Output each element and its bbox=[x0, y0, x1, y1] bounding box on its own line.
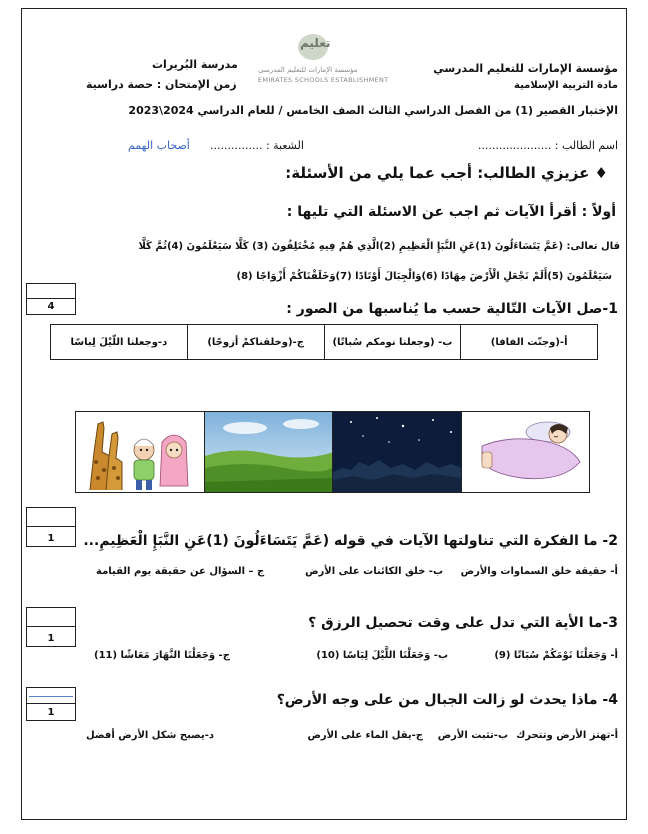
sleeping-child-picture[interactable] bbox=[461, 412, 590, 492]
q1-pictures bbox=[75, 411, 590, 493]
q2-score: 1 bbox=[47, 533, 55, 544]
q4-option-d[interactable]: د-يصبح شكل الأرض أفضل bbox=[86, 730, 215, 741]
greeting: ♦ عزيزي الطالب: أجب عما يلي من الأسئلة: bbox=[285, 164, 608, 182]
q1-option-d[interactable]: د-وجعلنا اللّيْلَ لِباسًا bbox=[70, 336, 168, 348]
section-field[interactable]: الشعبة : ............... bbox=[210, 139, 304, 152]
student-name-field[interactable]: اسم الطالب : ..................... bbox=[477, 139, 618, 152]
q1-option-b[interactable]: ب- (وجعلنا نومكم سُباتًا) bbox=[324, 325, 461, 359]
q4-option-b[interactable]: ب-تثبت الأرض bbox=[437, 730, 508, 741]
group-label: أصحاب الهمم bbox=[128, 139, 190, 152]
q1-option-a[interactable]: أ-(وجنّت الفافا) bbox=[460, 325, 597, 359]
q4-title: 4- ماذا يحدث لو زالت الجبال من على وجه الأرض؟ bbox=[276, 692, 618, 708]
q4-option-c[interactable]: ج-يقل الماء على الأرض bbox=[307, 730, 423, 741]
q1-title: 1-صل الآيات التّالية حسب ما يُناسبها من الصور : bbox=[286, 301, 618, 317]
q3-option-a[interactable]: أ- وَجَعَلْنَا نَوْمَكُمْ سُبَاتًا (9) bbox=[494, 650, 618, 661]
logo-word: تعليم bbox=[300, 36, 331, 50]
q3-title: 3-ما الأية التي تدل على وقت تحصيل الرزق ؟ bbox=[308, 615, 618, 631]
q4-option-a[interactable]: أ-تهتز الأرض وتتحرك bbox=[516, 730, 618, 741]
night-city-picture[interactable] bbox=[332, 412, 461, 492]
q2-option-a[interactable]: أ- حقيقة خلق السماوات والأرض bbox=[460, 566, 618, 577]
q4-score-box bbox=[26, 687, 76, 721]
q3-score: 1 bbox=[47, 633, 55, 644]
q3-option-c[interactable]: ج- وَجَعَلْنَا النَّهَارَ مَعَاشًا (11) bbox=[94, 650, 230, 661]
exam-time: زمن الإمتحان : حصة دراسية bbox=[86, 78, 237, 91]
verses-line-2: سَيَعْلَمُونَ (5)أَلَمْ نَجْعَلِ الْأَرْضَ مِهَادًا (6)وَالْجِبَالَ أَوْتَادًا (7)وَخَلَقْنَاكُمْ أَزْوَاجًا (8) bbox=[236, 271, 612, 282]
q1-score: 4 bbox=[47, 301, 55, 312]
q1-option-c[interactable]: ج-(وخلقناكمْ أزوجًا) bbox=[187, 325, 324, 359]
q3-score-box bbox=[26, 607, 76, 647]
q3-option-b[interactable]: ب- وَجَعَلْنَا اللَّيْلَ لِبَاسًا (10) bbox=[316, 650, 448, 661]
part1-title: أولاً : أقرأ الآيات ثم اجب عن الاسئلة التي تليها : bbox=[286, 204, 616, 220]
q2-score-box bbox=[26, 507, 76, 547]
subject-name: مادة التربية الإسلامية bbox=[514, 80, 618, 91]
logo-subtitle-english: EMIRATES SCHOOLS ESTABLISHMENT bbox=[258, 76, 389, 84]
green-field-picture[interactable] bbox=[204, 412, 333, 492]
q2-option-b[interactable]: ب- خلق الكائنات على الأرض bbox=[305, 566, 443, 577]
school-name: مدرسة البُريرات bbox=[152, 58, 238, 71]
q2-option-c[interactable]: ج – السؤال عن حقيقة يوم القيامة bbox=[96, 566, 265, 577]
children-and-giraffes-picture[interactable] bbox=[76, 412, 204, 492]
institution-name: مؤسسة الإمارات للتعليم المدرسي bbox=[433, 62, 618, 75]
exam-title: الإختبار القصير (1) من الفصل الدراسي الثالث الصف الخامس / للعام الدراسي 2024\2023 bbox=[128, 104, 618, 117]
q1-score-box bbox=[26, 283, 76, 315]
q4-score: 1 bbox=[47, 707, 55, 718]
logo-subtitle-arabic: مؤسسة الإمارات للتعليم المدرسي bbox=[258, 66, 358, 74]
verses-line-1: قال تعالى: (عَمَّ يَتَسَاءَلُونَ (1)عَنِ النَّبَإِ الْعَظِيمِ (2)الَّذِي هُمْ فِيهِ مُخْتَلِفُونَ (3) كَلَّا سَيَعْلَمُونَ (4)ثُمَّ كَلَّا bbox=[138, 241, 620, 252]
q1-options-table bbox=[50, 324, 598, 360]
q2-title: 2- ما الفكرة التي تناولتها الآيات في قوله (عَمَّ يَتَسَاءَلُونَ (1)عَنِ النَّبَإِ الْعَظِيمِ... bbox=[83, 533, 618, 549]
